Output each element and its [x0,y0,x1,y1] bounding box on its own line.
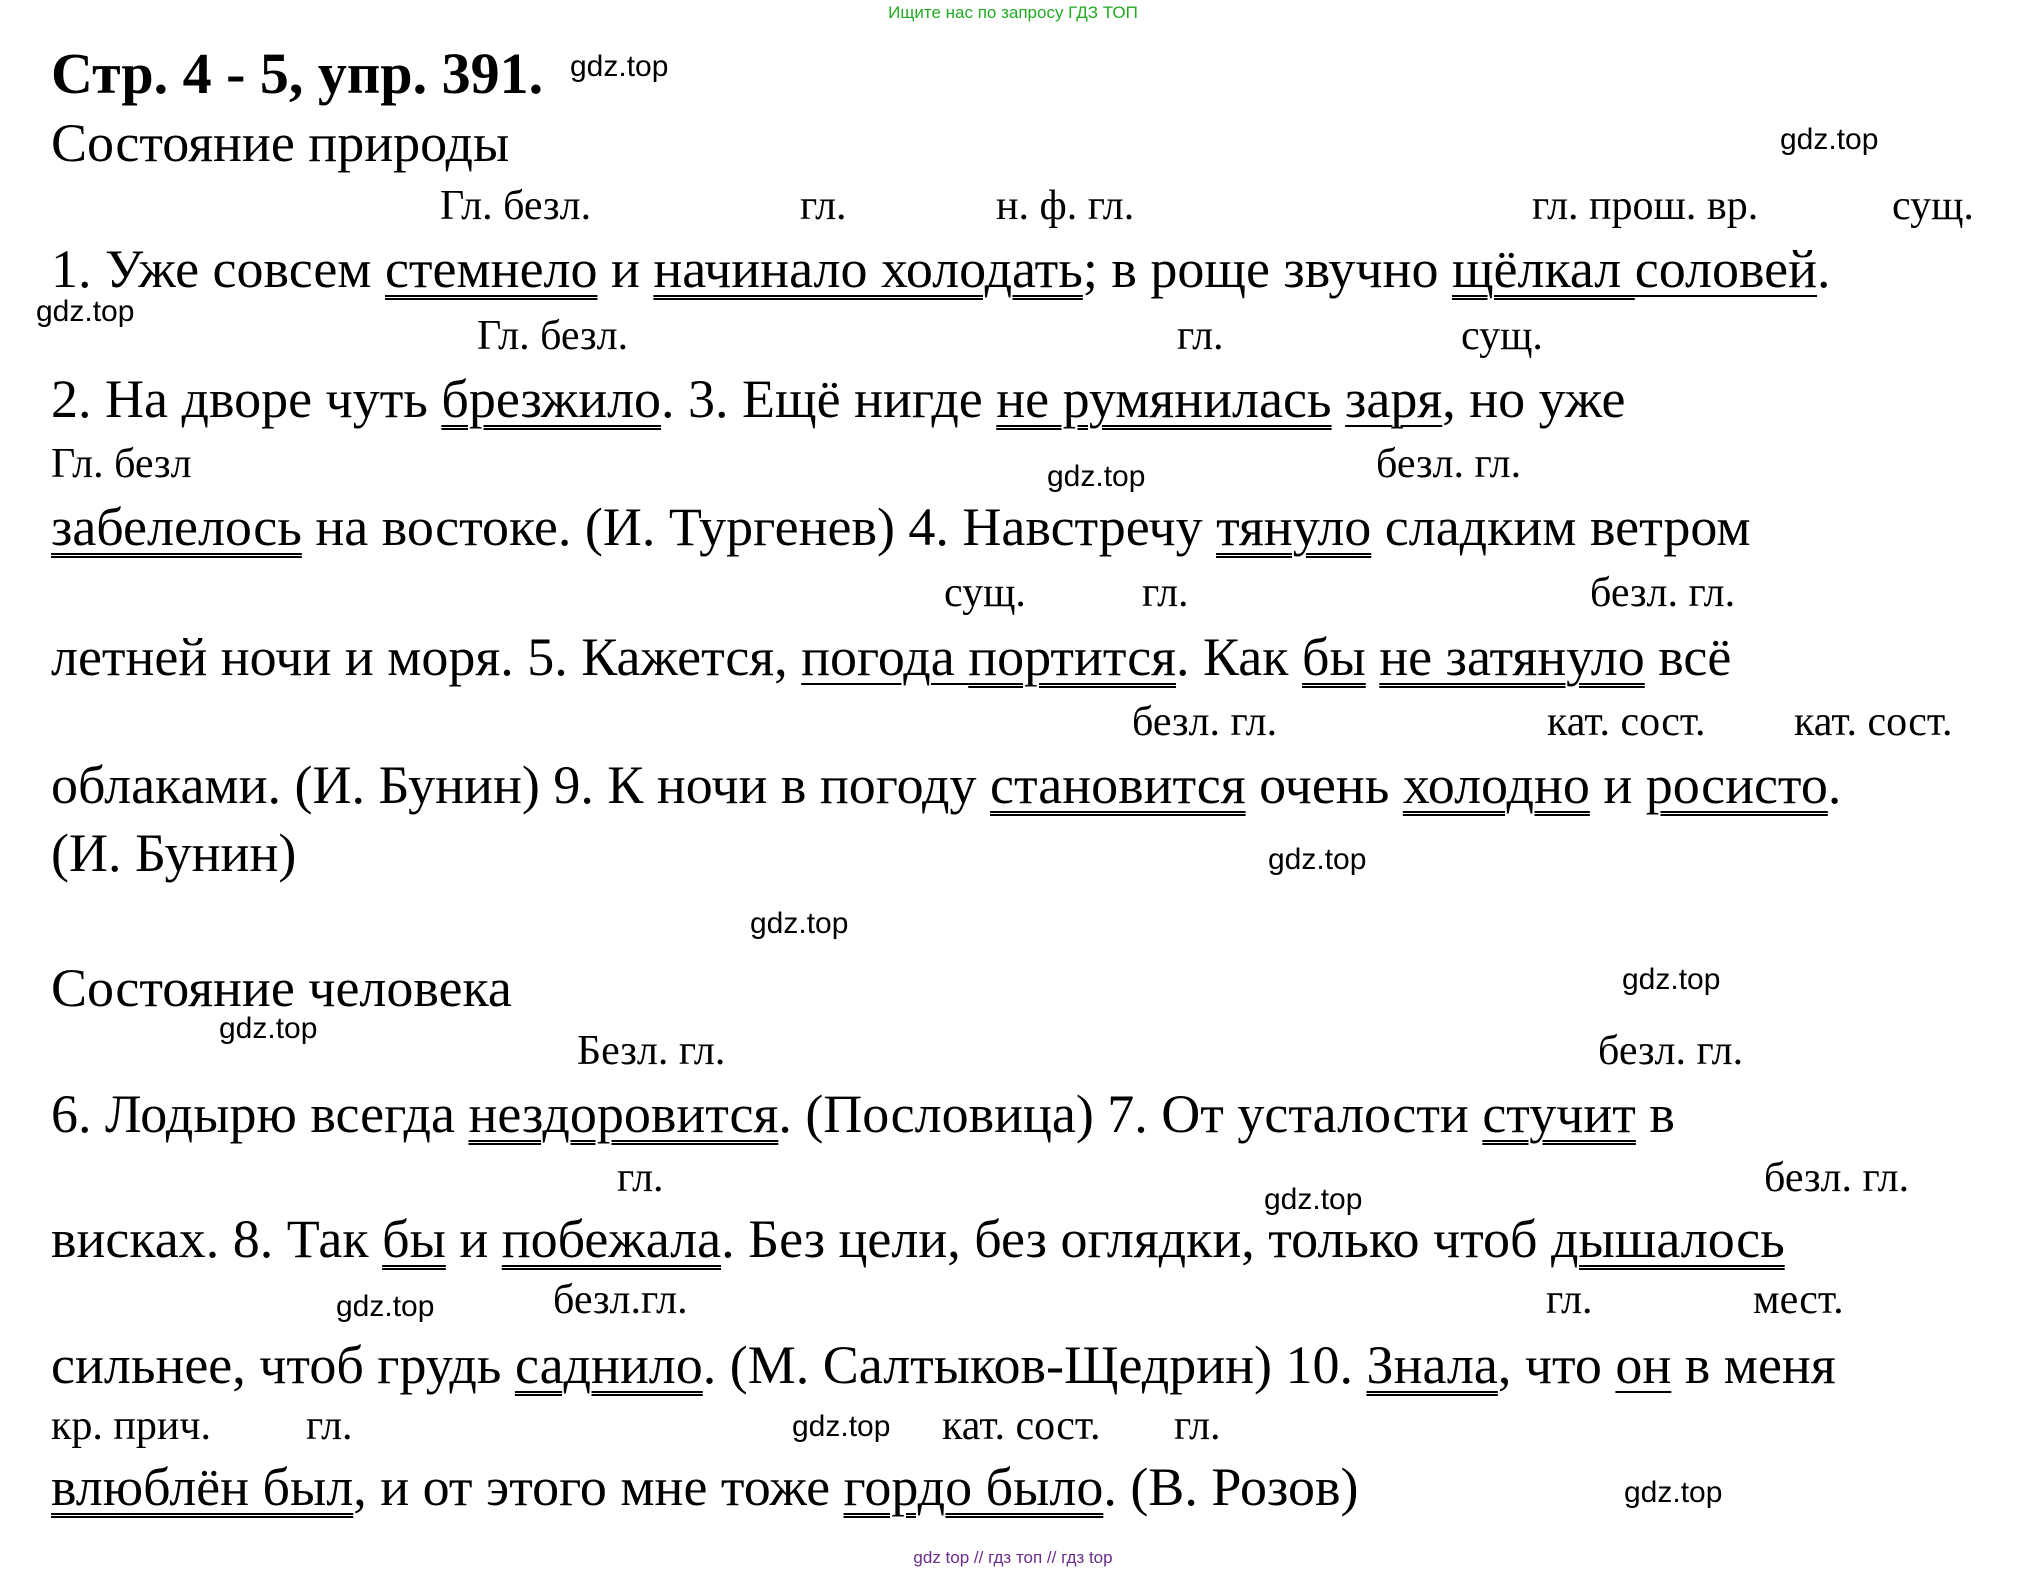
grammar-tag: Гл. безл. [440,183,592,229]
text-segment: и [1589,755,1646,815]
text-segment: . [1827,755,1842,815]
text-line [51,626,1731,688]
grammar-tag: гл. [617,1155,664,1201]
text-segment [1332,369,1346,429]
predicate: побежала [501,1209,722,1269]
grammar-tag: гл. [800,183,847,229]
grammar-tag: безл. гл. [1376,441,1522,487]
predicate: росисто [1645,755,1828,815]
predicate: стемнело [384,239,598,299]
grammar-tag: гл. [1142,570,1189,616]
grammar-tag: Безл. гл. [577,1028,726,1074]
page-title: Стр. 4 - 5, упр. 391. [51,41,544,106]
text-segment: летней ночи и моря. 5. Кажется, [51,627,802,687]
grammar-tag: Гл. безл. [477,313,629,359]
grammar-tag: гл. [306,1403,353,1449]
predicate: щёлкал [1451,239,1635,299]
text-segment: 2. На дворе чуть [51,369,442,429]
grammar-tag: кр. прич. [51,1403,211,1449]
grammar-tag: безл.гл. [553,1277,688,1323]
text-segment: . Как [1176,627,1303,687]
grammar-tag: безл. гл. [1764,1155,1910,1201]
text-line [51,1083,1675,1145]
watermark: gdz.top [1047,460,1146,493]
watermark: gdz.top [219,1012,318,1045]
grammar-tag: гл. [1174,1403,1221,1449]
text-segment: . [1817,239,1831,299]
predicate: начинало холодать [653,239,1083,299]
grammar-tag: сущ. [1461,313,1543,359]
grammar-tag: безл. гл. [1590,570,1736,616]
grammar-tag: гл. прош. вр. [1532,183,1759,229]
predicate: гордо было [843,1457,1104,1517]
watermark: gdz.top [750,907,849,940]
text-line [51,822,296,884]
grammar-tag: кат. сост. [942,1403,1101,1449]
predicate: бы [382,1209,446,1269]
text-segment: ; в роще звучно [1082,239,1452,299]
grammar-tag: Гл. безл [51,441,192,487]
text-line [51,1456,1359,1518]
predicate: не затянуло [1379,627,1645,687]
text-segment: в меня [1671,1335,1836,1395]
predicate: становится [990,755,1246,815]
watermark: gdz.top [336,1290,435,1323]
text-line [51,1208,1785,1270]
text-line [51,754,1841,816]
text-segment: . (Пословица) 7. От усталости [778,1084,1483,1144]
text-segment: 1. Уже совсем [51,239,385,299]
grammar-tag: безл. гл. [1598,1028,1744,1074]
predicate: бы [1302,627,1366,687]
text-segment: сильнее, чтоб грудь [51,1335,515,1395]
text-segment: . (М. Салтыков-Щедрин) 10. [702,1335,1367,1395]
text-segment: в [1635,1084,1675,1144]
watermark: gdz.top [1622,963,1721,996]
predicate: не румянилась [996,369,1332,429]
watermark: gdz.top [36,295,135,328]
subject: он [1615,1335,1672,1395]
text-segment: облаками. (И. Бунин) 9. К ночи в погоду [51,755,991,815]
text-segment: 6. Лодырю всегда [51,1084,469,1144]
grammar-tag: безл. гл. [1132,699,1278,745]
predicate: портится [968,627,1176,687]
watermark: gdz.top [1264,1183,1363,1216]
subject: погода [801,627,969,687]
grammar-tag: мест. [1753,1277,1844,1323]
subject: заря [1345,369,1443,429]
predicate: брезжило [441,369,662,429]
predicate: нездоровится [468,1084,779,1144]
text-segment: . Без цели, без оглядки, только чтоб [721,1209,1552,1269]
section-heading-human: Состояние человека [51,958,512,1018]
watermark: gdz.top [1268,843,1367,876]
text-segment: , но уже [1442,369,1626,429]
text-segment: висках. 8. Так [51,1209,383,1269]
subject: соловей [1634,239,1818,299]
predicate: тянуло [1216,497,1372,557]
text-line [51,238,1831,300]
watermark: gdz.top [1780,123,1879,156]
search-banner: Ищите нас по запросу ГДЗ ТОП [888,3,1138,22]
text-segment: . (В. Розов) [1103,1457,1359,1517]
predicate: влюблён был [51,1457,354,1517]
text-segment: очень [1245,755,1403,815]
predicate: стучит [1482,1084,1636,1144]
text-segment: , что [1497,1335,1616,1395]
predicate: холодно [1402,755,1590,815]
predicate: забелелось [51,497,302,557]
grammar-tag: сущ. [1892,183,1974,229]
text-segment: . 3. Ещё нигде [661,369,997,429]
footer-watermark: gdz top // гдз топ // гдз top [913,1548,1113,1567]
text-segment: , и от этого мне тоже [353,1457,844,1517]
grammar-tag: сущ. [944,570,1026,616]
predicate: дышалось [1551,1209,1785,1269]
watermark: gdz.top [1624,1476,1723,1509]
predicate: саднило [514,1335,703,1395]
text-segment [1366,627,1380,687]
grammar-tag: кат. сост. [1547,699,1706,745]
text-line [51,368,1625,430]
predicate: Знала [1366,1335,1498,1395]
text-segment: и [445,1209,502,1269]
text-segment: на востоке. (И. Тургенев) 4. Навстречу [301,497,1217,557]
watermark: gdz.top [792,1410,891,1443]
grammar-tag: гл. [1177,313,1224,359]
text-segment: (И. Бунин) [51,823,297,883]
grammar-tag: кат. сост. [1794,699,1953,745]
text-line [51,496,1751,558]
watermark: gdz.top [570,50,669,83]
text-segment: сладким ветром [1371,497,1751,557]
grammar-tag: гл. [1546,1277,1593,1323]
grammar-tag: н. ф. гл. [996,183,1135,229]
text-segment: всё [1644,627,1732,687]
text-segment: и [597,239,654,299]
text-line [51,1334,1836,1396]
section-heading-nature: Состояние природы [51,113,510,173]
